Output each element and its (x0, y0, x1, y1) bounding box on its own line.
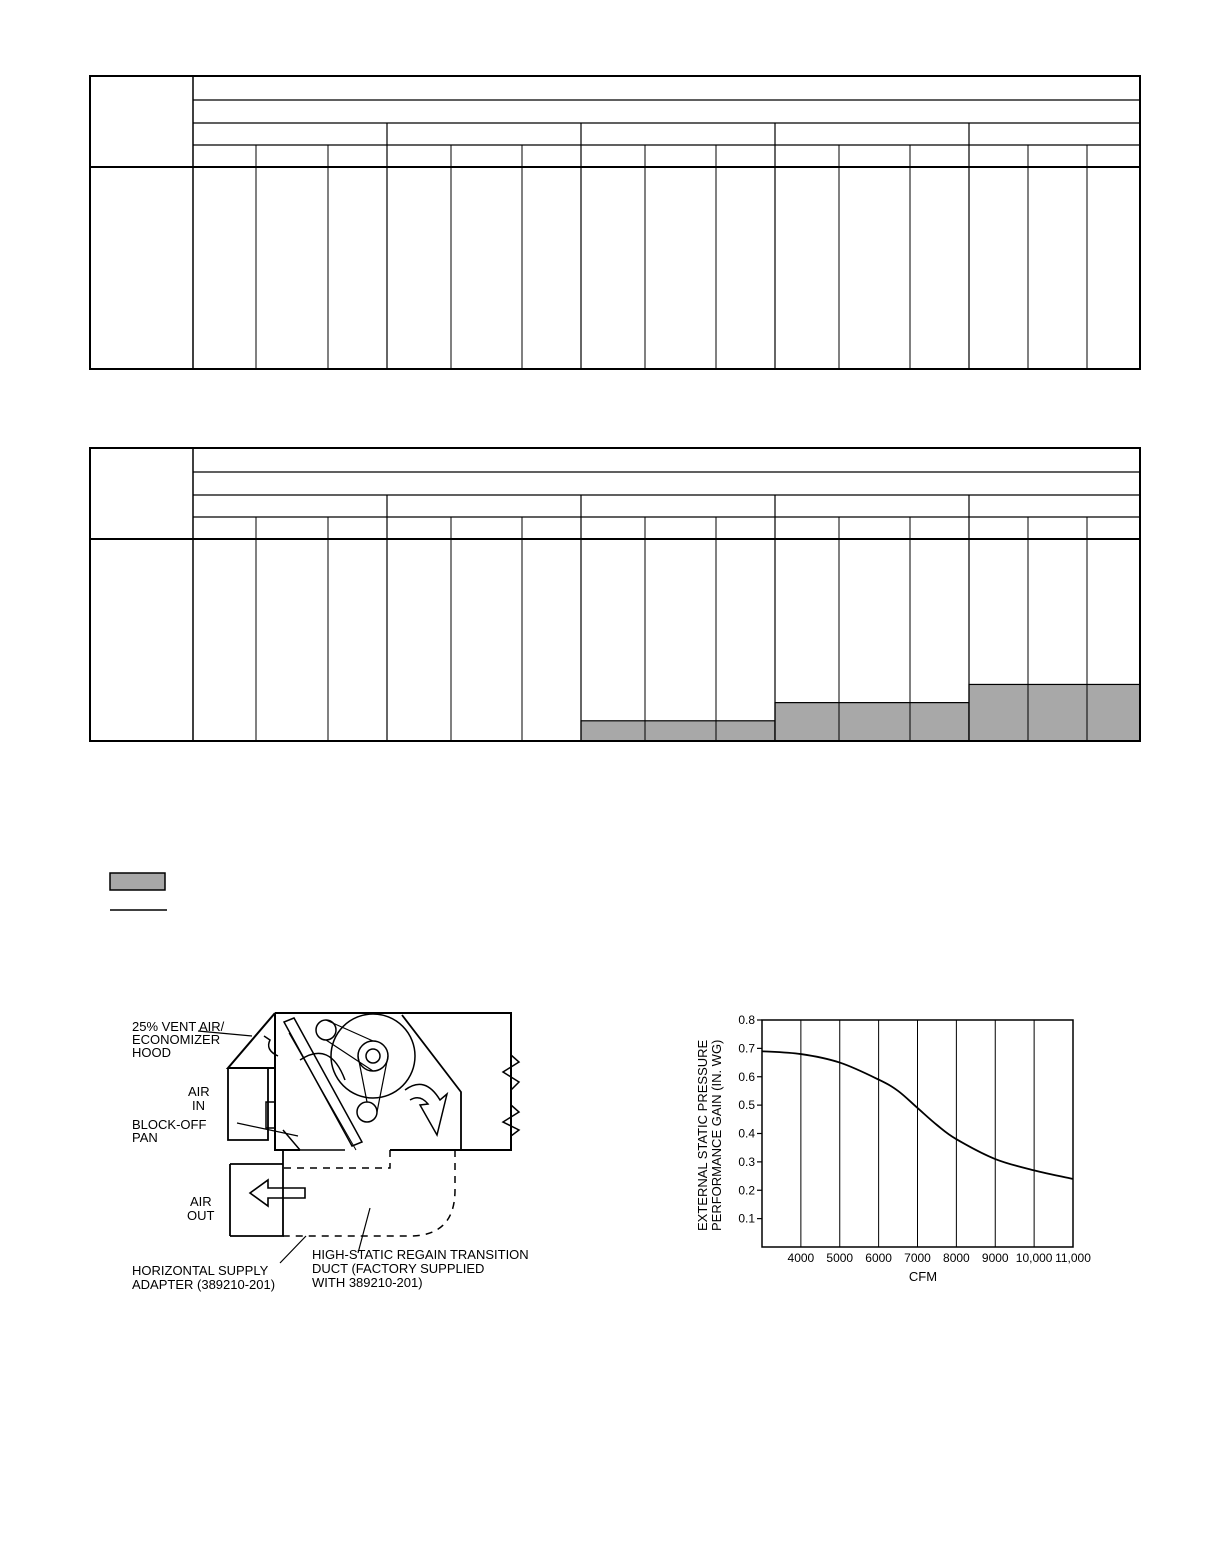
chart-y-tick-label: 0.5 (738, 1098, 755, 1113)
chart-x-tick-label: 6000 (865, 1251, 892, 1265)
adapter-label: HORIZONTAL SUPPLY ADAPTER (389210-201) (132, 1263, 276, 1292)
chart-x-tick-label: 10,000 (1015, 1251, 1053, 1265)
chart-y-axis-label: EXTERNAL STATIC PRESSURE PERFORMANCE GAIN (IN. WG) (695, 1039, 724, 1231)
chart-y-tick-label: 0.6 (738, 1069, 755, 1084)
chart-x-tick-label: 8000 (943, 1251, 970, 1265)
chart-x-tick-label: 11,000 (1055, 1251, 1091, 1265)
chart-x-tick-label: 5000 (826, 1251, 854, 1265)
chart-y-tick-label: 0.8 (738, 1013, 755, 1027)
chart-y-tick-label: 0.3 (738, 1154, 755, 1169)
transition-label: HIGH-STATIC REGAIN TRANSITION DUCT (FACTORY SUPPLIED WITH 389210-201) (312, 1247, 529, 1290)
chart-x-tick-label: 7000 (904, 1251, 931, 1265)
chart-y-tick-label: 0.4 (738, 1126, 755, 1141)
air-out-label: AIR OUT (187, 1194, 215, 1223)
block-off-label: BLOCK-OFF PAN (132, 1117, 207, 1145)
chart-x-axis-label: CFM (908, 1269, 938, 1284)
hood-label: 25% VENT AIR/ ECONOMIZER HOOD (132, 1019, 225, 1060)
chart-x-tick-label: 4000 (787, 1251, 815, 1265)
air-in-label: AIR IN (188, 1084, 210, 1113)
chart-x-tick-label: 9000 (981, 1251, 1009, 1265)
chart-y-tick-label: 0.2 (738, 1183, 755, 1198)
chart-y-tick-label: 0.7 (738, 1041, 755, 1056)
chart-y-tick-label: 0.1 (738, 1211, 755, 1226)
